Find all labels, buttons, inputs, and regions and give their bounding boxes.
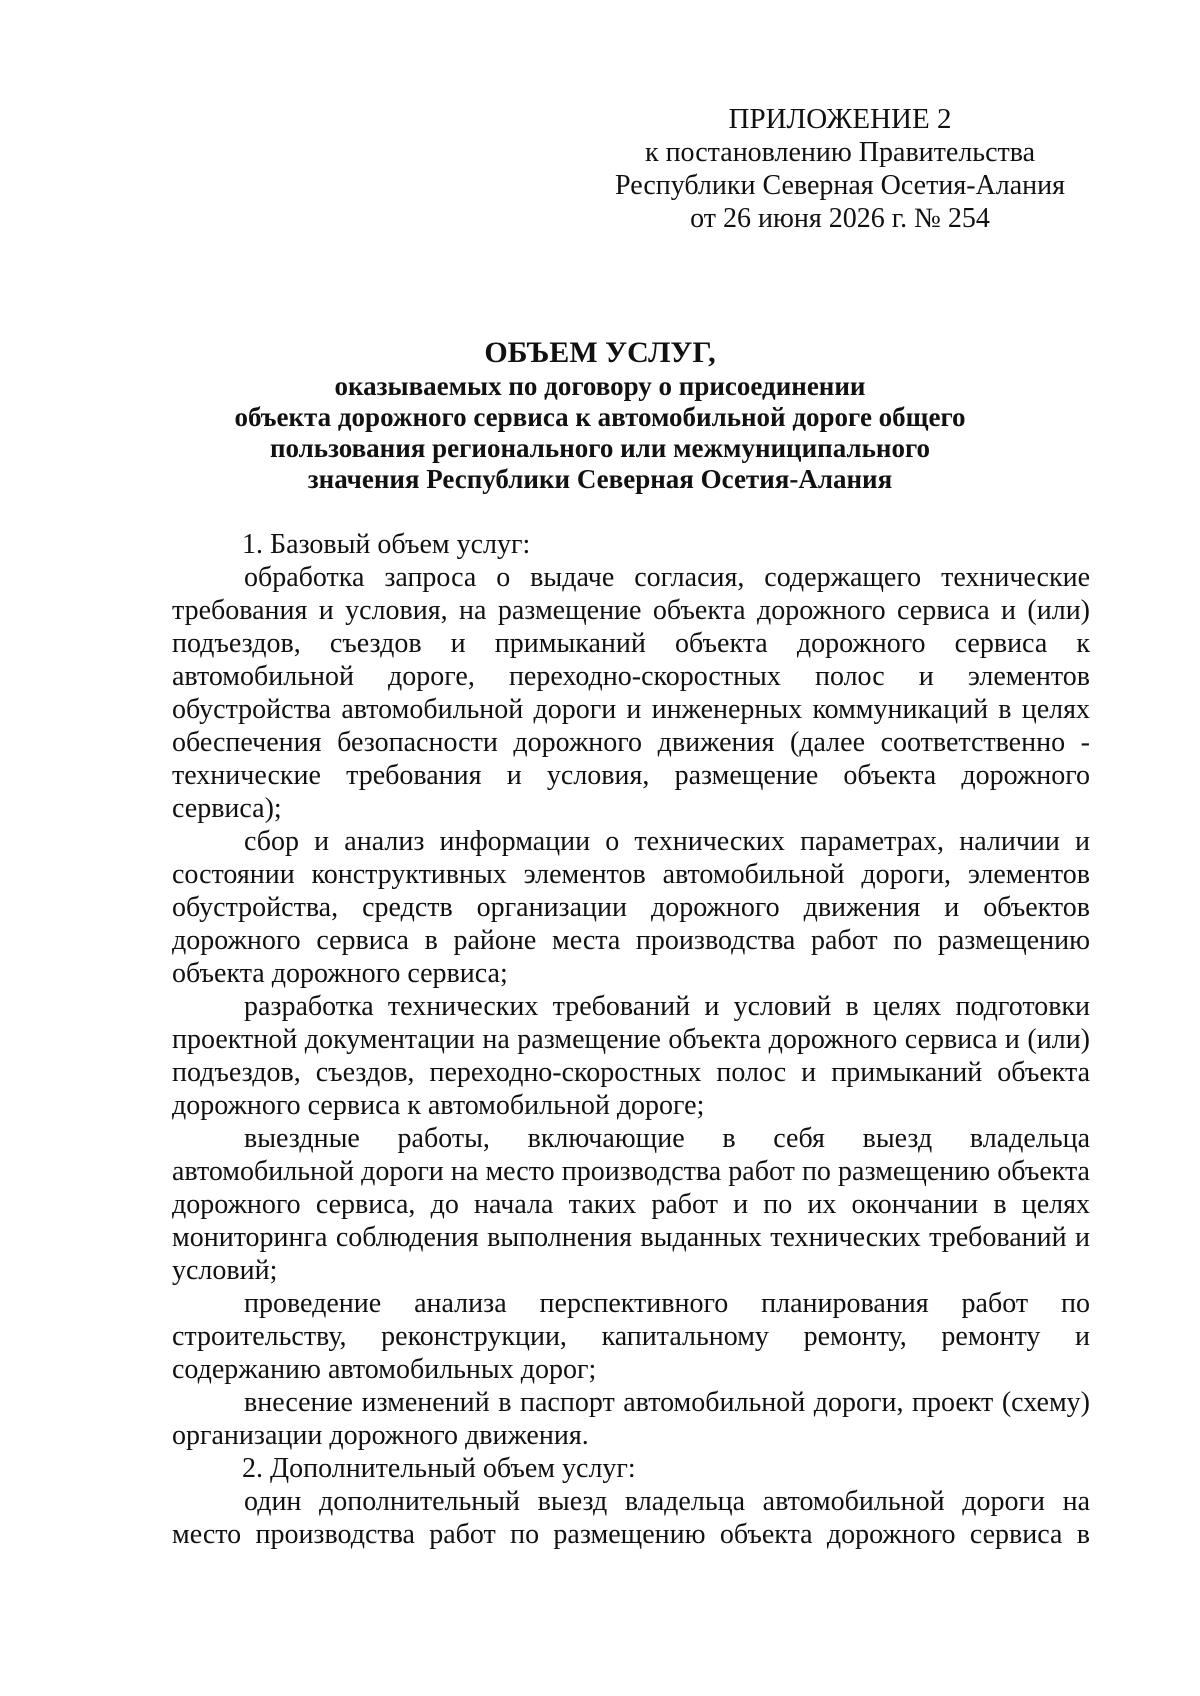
document-title-line-4: значения Республики Северная Осетия-Алания: [307, 464, 893, 494]
appendix-title: ПРИЛОЖЕНИЕ 2: [728, 103, 952, 135]
paragraph-additional-visit: один дополнительный выезд владельца автомобильной дороги на место производства работ по размещению объекта дорожного сервиса в: [172, 1486, 1090, 1550]
appendix-date-line: от 26 июня 2026 г. № 254: [690, 203, 990, 234]
paragraph-passport-changes: внесение изменений в паспорт автомобильной дороги, проект (схему) организации дорожного движения.: [172, 1387, 1090, 1451]
document-title: [150, 335, 1050, 495]
paragraph-requirements-development: разработка технических требований и условий в целях подготовки проектной документации на размещение объекта дорожного сервиса и (или) подъездов, съездов, переходно-скоростных полос и примыканий объекта дорожного сервиса к автомобильной дороге;: [172, 991, 1090, 1121]
paragraph-information-collection: сбор и анализ информации о технических параметрах, наличии и состоянии конструктивных элементов автомобильной дороги, элементов обустройства, средств организации дорожного движения и объектов дорожного сервиса в районе места производства работ по размещению объекта дорожного сервиса;: [172, 826, 1090, 989]
paragraph-field-work: выездные работы, включающие в себя выезд владельца автомобильной дороги на место производства работ по размещению объекта дорожного сервиса, до начала таких работ и по их окончании в целях мониторинга соблюдения выполнения выданных технических требований и условий;: [172, 1123, 1090, 1286]
section-heading-additional: 2. Дополнительный объем услуг:: [242, 1453, 636, 1484]
appendix-republic-line: Республики Северная Осетия-Алания: [615, 170, 1065, 201]
document-title-line-2: объекта дорожного сервиса к автомобильной дороге общего: [234, 402, 966, 432]
paragraph-request-processing: обработка запроса о выдаче согласия, содержащего технические требования и условия, на размещение объекта дорожного сервиса и (или) подъездов, съездов и примыканий объекта дорожного сервиса к автомобильной дороге, переходно-скоростных полос и элементов обустройства автомобильной дороги и инженерных коммуникаций в целях обеспечения безопасности дорожного движения (далее соответственно - технические требования и условия, размещение объекта дорожного сервиса);: [172, 562, 1090, 824]
section-heading-basic: 1. Базовый объем услуг:: [242, 529, 531, 560]
appendix-resolution-line: к постановлению Правительства: [644, 137, 1036, 168]
appendix-header: [600, 103, 1080, 235]
document-body: [172, 528, 1090, 1551]
document-title-line-3: пользования регионального или межмуниципального: [269, 433, 931, 463]
document-title-main: ОБЪЕМ УСЛУГ,: [484, 336, 716, 369]
document-title-line-1: оказываемых по договору о присоединении: [334, 371, 866, 401]
paragraph-planning-analysis: проведение анализа перспективного планирования работ по строительству, реконструкции, капитальному ремонту, ремонту и содержанию автомобильных дорог;: [172, 1288, 1090, 1385]
